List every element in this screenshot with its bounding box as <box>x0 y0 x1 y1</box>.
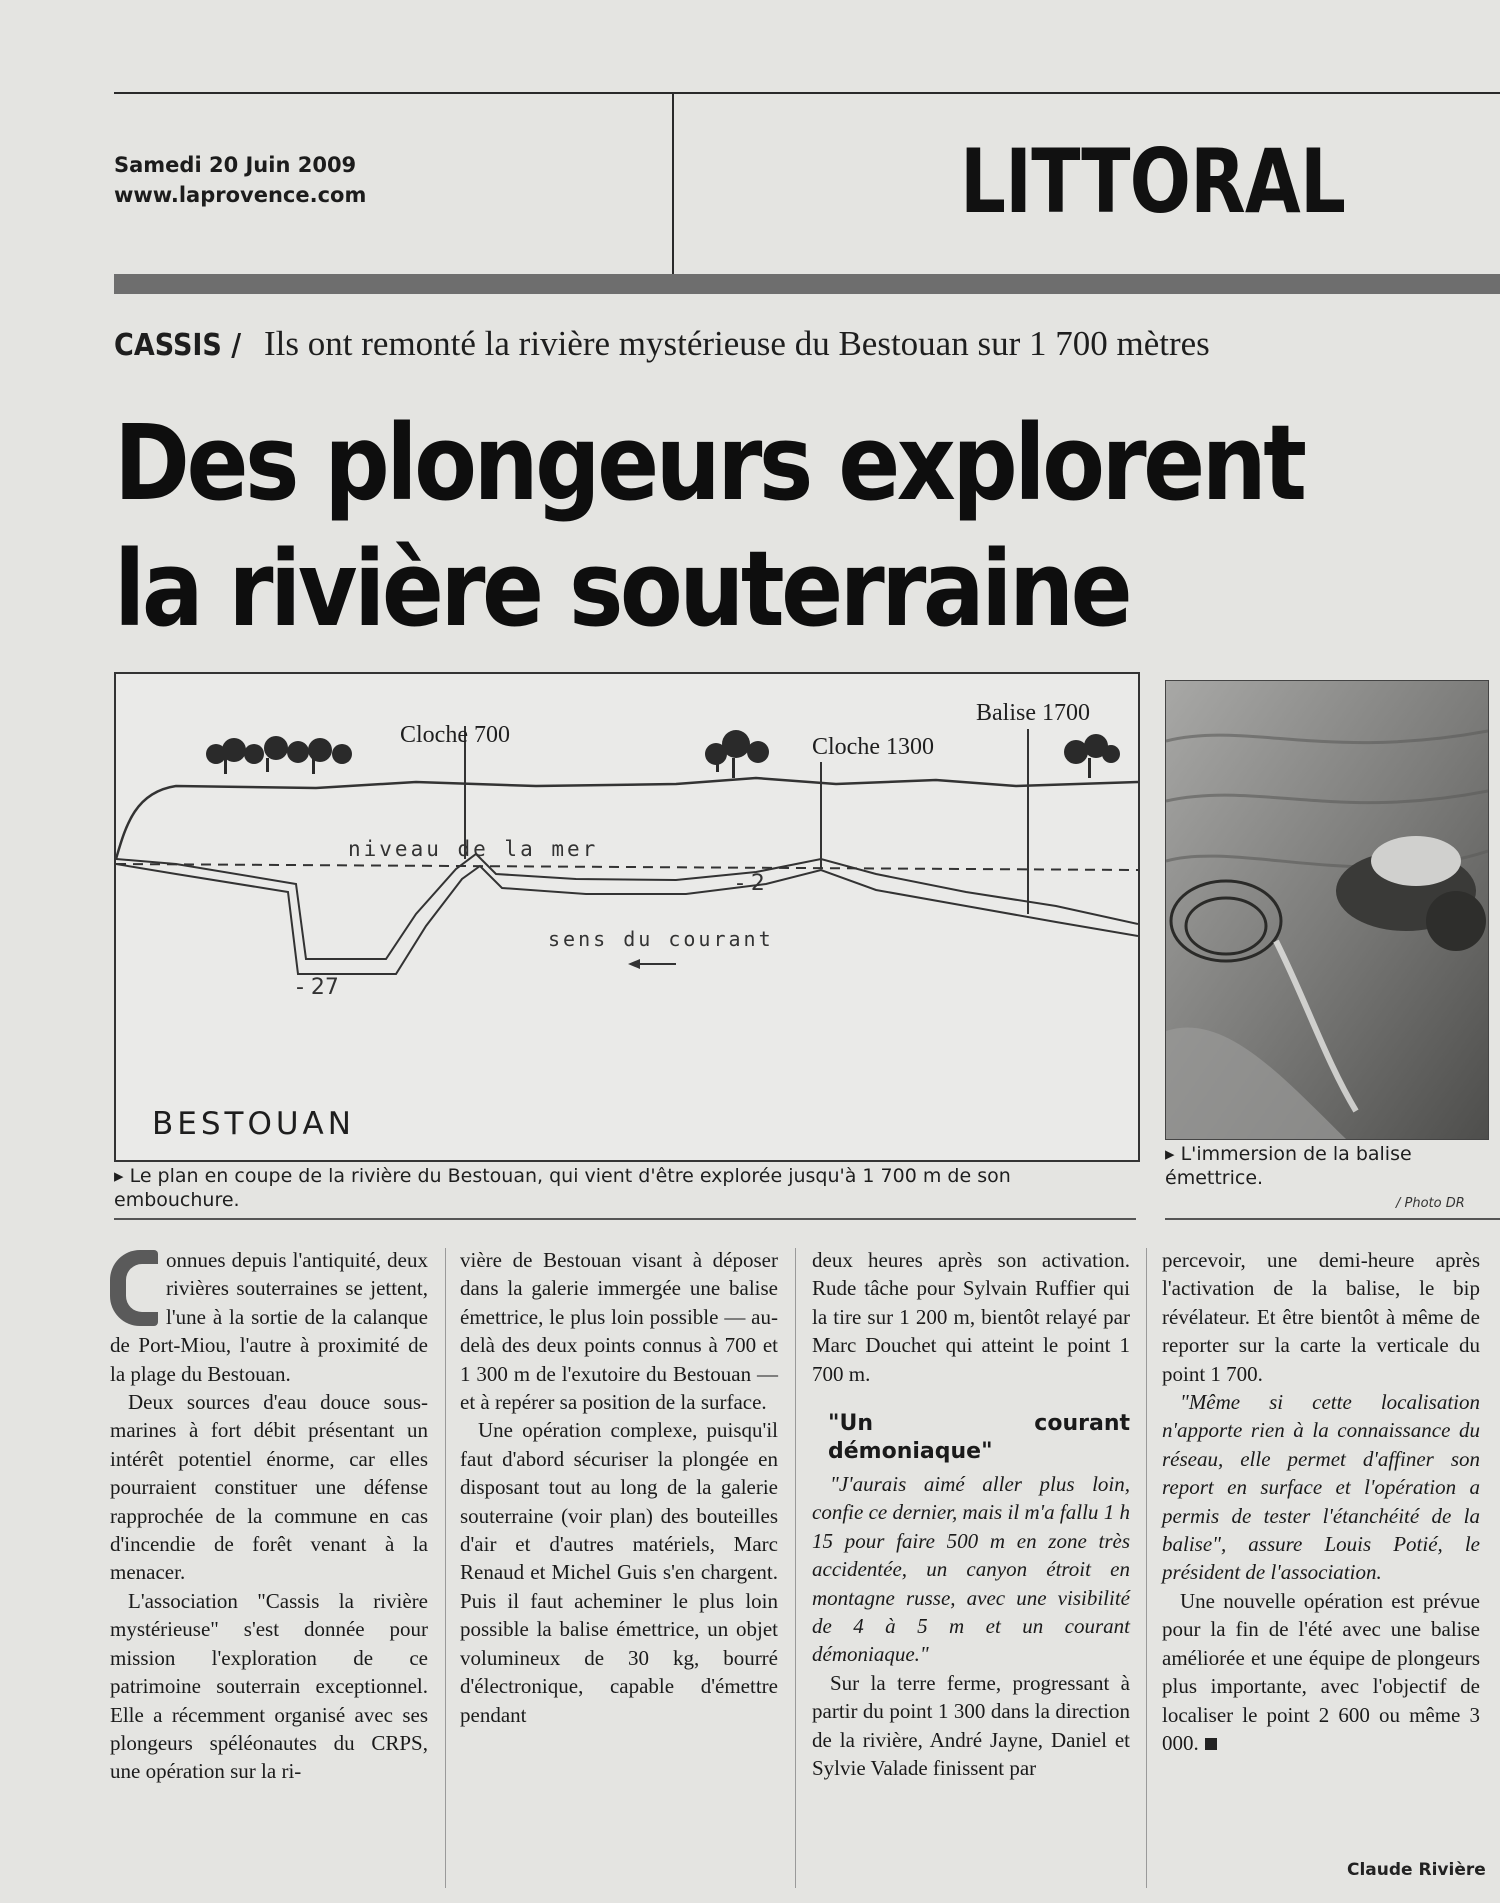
caption-rule-right <box>1165 1218 1500 1220</box>
dropcap-c-icon <box>110 1250 158 1326</box>
column-divider <box>795 1248 796 1888</box>
caption-rule-left <box>114 1218 1136 1220</box>
col3-p1: deux heures après son activation. Rude tâche pour Sylvain Ruffier qui la tire sur 1 200 m, bientôt relayé par Marc Douchet qui atteint le point 1 700 m. <box>812 1248 1130 1386</box>
label-depth-2: - 2 <box>736 871 765 896</box>
article-column-3 <box>812 1246 1130 1783</box>
section-title: LITTORAL <box>960 130 1346 233</box>
website: www.laprovence.com <box>114 183 367 207</box>
dateline <box>114 150 366 210</box>
kicker-text: Ils ont remonté la rivière mystérieuse du Bestouan sur 1 700 mètres <box>264 324 1210 363</box>
diagram-svg <box>116 674 1138 1160</box>
col4-p1: percevoir, une demi-heure après l'activation de la balise, le bip révélateur. Et être bientôt à même de reporter sur la carte la verticale du point 1 700. <box>1162 1248 1480 1386</box>
col1-p3: L'association "Cassis la rivière mystérieuse" s'est donnée pour mission l'exploration de ce patrimoine souterrain exceptionnel. Elle a récemment organisé avec ses plongeurs spéléonautes du CRPS, une opération sur la ri- <box>110 1588 428 1784</box>
label-current-direction: sens du courant <box>548 927 774 951</box>
label-sea-level: niveau de la mer <box>348 837 599 861</box>
article-column-1 <box>110 1246 428 1786</box>
photo-credit: / Photo DR <box>1396 1196 1465 1211</box>
col1-p2: Deux sources d'eau douce sous-marines à fort débit présentant un intérêt potentiel énorme, car elles pourraient constituer une défense rapprochée de la commune en cas d'incendie de forêt venant à la menacer. <box>110 1390 428 1585</box>
photo-image <box>1166 681 1488 1139</box>
label-cloche-1300: Cloche 1300 <box>812 734 934 760</box>
masthead-divider <box>672 94 674 276</box>
beacon-photo <box>1165 680 1489 1140</box>
headline-line-2: la rivière souterraine <box>114 528 1130 650</box>
ground-surface-line <box>116 778 1138 859</box>
col4-p2: "Même si cette localisation n'apporte rien à la connaissance du réseau, elle permet d'affiner son report en surface et l'opération a permis de tester l'étanchéité de la balise", assure Louis Potié, le président de l'association. <box>1162 1390 1480 1585</box>
current-arrow-head-icon <box>628 959 640 969</box>
publication-date: Samedi 20 Juin 2009 <box>114 153 357 177</box>
col2-p1: vière de Bestouan visant à déposer dans la galerie immergée une balise émettrice, le plus loin possible — au-delà des deux points connus à 700 et 1 300 m de l'exutoire du Bestouan — et à repérer sa position de la surface. <box>460 1248 778 1415</box>
tree-cluster-right-icon <box>1064 734 1120 778</box>
article-column-4 <box>1162 1246 1480 1757</box>
end-mark-icon <box>1205 1738 1217 1750</box>
tree-cluster-middle-icon <box>705 730 769 778</box>
diagram-caption: ▸ Le plan en coupe de la rivière du Bestouan, qui vient d'être explorée jusqu'à 1 700 m de son embouchure. <box>114 1165 1011 1211</box>
col3-p2: "J'aurais aimé aller plus loin, confie ce dernier, mais il m'a fallu 1 h 15 pour faire 500 m en zone très accidentée, un canyon étroit en montagne russe, avec une visibilité de 4 à 5 m et un courant démoniaque." <box>812 1472 1130 1667</box>
label-cloche-700: Cloche 700 <box>400 722 510 748</box>
label-balise-1700: Balise 1700 <box>976 700 1090 726</box>
sea-level-line <box>116 864 1138 870</box>
top-rule <box>114 92 1500 94</box>
col4-p3: Une nouvelle opération est prévue pour la fin de l'été avec une balise améliorée et une équipe de plongeurs plus importante, avec l'objectif de localiser le point 2 600 ou même 3 000. <box>1162 1588 1480 1755</box>
col3-subhead: "Un courant démoniaque" <box>828 1411 1130 1465</box>
cross-section-diagram <box>114 672 1140 1162</box>
column-divider <box>1146 1248 1147 1888</box>
col3-p3: Sur la terre ferme, progressant à partir du point 1 300 dans la direction de la rivière, André Jayne, Daniel et Sylvie Valade finissent par <box>812 1670 1130 1781</box>
headline-line-1: Des plongeurs explorent <box>114 402 1304 524</box>
col1-p1: onnues depuis l'antiquité, deux rivières souterraines se jettent, l'une à la sortie de la calanque de Port-Miou, l'autre à proximité de la plage du Bestouan. <box>110 1248 428 1386</box>
section-bar <box>114 274 1500 294</box>
paragraph <box>1162 1587 1480 1757</box>
photo-caption: ▸ L'immersion de la balise émettrice. <box>1165 1143 1412 1189</box>
kicker-place: CASSIS / <box>114 328 242 363</box>
article-column-2 <box>460 1246 778 1729</box>
column-divider <box>445 1248 446 1888</box>
byline: Claude Rivière <box>1347 1860 1486 1880</box>
col2-p2: Une opération complexe, puisqu'il faut d'abord sécuriser la plongée en disposant tout au long de la galerie souterraine (voir plan) des bouteilles d'air et d'autres matériels, Marc Renaud et Michel Guis s'en chargent. Puis il faut acheminer le plus loin possible la balise émettrice, un objet volumineux de 30 kg, bourré d'électronique, capable d'émettre pendant <box>460 1418 778 1727</box>
tree-cluster-left-icon <box>206 736 352 774</box>
paragraph <box>110 1246 428 1388</box>
kicker <box>114 322 1210 368</box>
diagram-title: BESTOUAN <box>152 1106 355 1142</box>
label-depth-27: - 27 <box>296 975 339 1000</box>
headline <box>114 400 1304 652</box>
